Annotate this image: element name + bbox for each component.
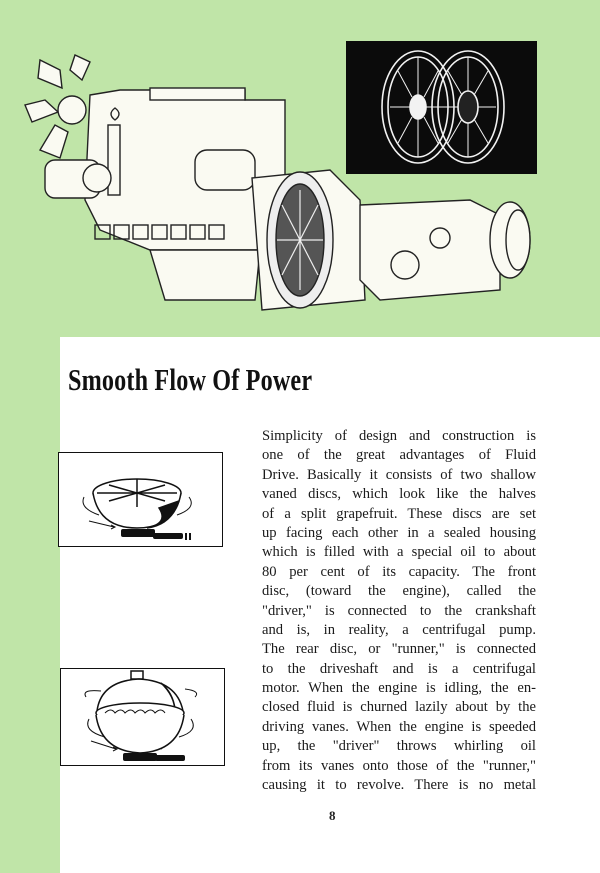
text-line: disc, (toward the engine), called the bbox=[262, 583, 536, 600]
text-line: vaned discs, which look like the halves bbox=[262, 486, 536, 503]
sealed-coupling-illustration bbox=[61, 669, 224, 765]
text-line: from its vanes onto those of the "runner," bbox=[262, 757, 536, 774]
text-line: driving vanes. When the engine is speeded bbox=[262, 718, 536, 735]
open-driver-disc-illustration bbox=[59, 453, 222, 546]
fluid-coupling-discs-illustration bbox=[346, 41, 537, 174]
fan-illustration bbox=[25, 55, 90, 158]
text-line: causing it to revolve. There is no metal bbox=[262, 777, 536, 794]
text-line: motor. When the engine is idling, the en- bbox=[262, 680, 536, 697]
text-line: up, the "driver" throws whirling oil bbox=[262, 738, 536, 755]
page-number: 8 bbox=[329, 808, 336, 823]
text-line: one of the great advantages of Fluid bbox=[262, 447, 536, 464]
page-title: Smooth Flow Of Power bbox=[68, 362, 313, 397]
text-line: and is, in reality, a centrifugal pump. bbox=[262, 621, 536, 638]
text-line: "driver," is connected to the crankshaft bbox=[262, 602, 536, 619]
text-line: closed fluid is churned lazily about by the bbox=[262, 699, 536, 716]
text-line: which is filled with a special oil to about bbox=[262, 544, 536, 561]
text-line: Simplicity of design and construction is bbox=[262, 428, 536, 444]
figure-sealed-coupling bbox=[60, 668, 225, 766]
text-line: to the driveshaft and is a centrifugal bbox=[262, 660, 536, 677]
text-line: 80 per cent of its capacity. The front bbox=[262, 563, 536, 580]
text-line: Drive. Basically it consists of two shallow bbox=[262, 466, 536, 483]
figure-open-driver bbox=[58, 452, 223, 547]
text-line: of a split grapefruit. These discs are set bbox=[262, 505, 536, 522]
text-line: up facing each other in a sealed housing bbox=[262, 524, 536, 541]
fluid-coupling-inset bbox=[346, 41, 537, 174]
body-paragraph bbox=[262, 427, 536, 795]
text-line: The rear disc, or "runner," is connected bbox=[262, 641, 536, 658]
